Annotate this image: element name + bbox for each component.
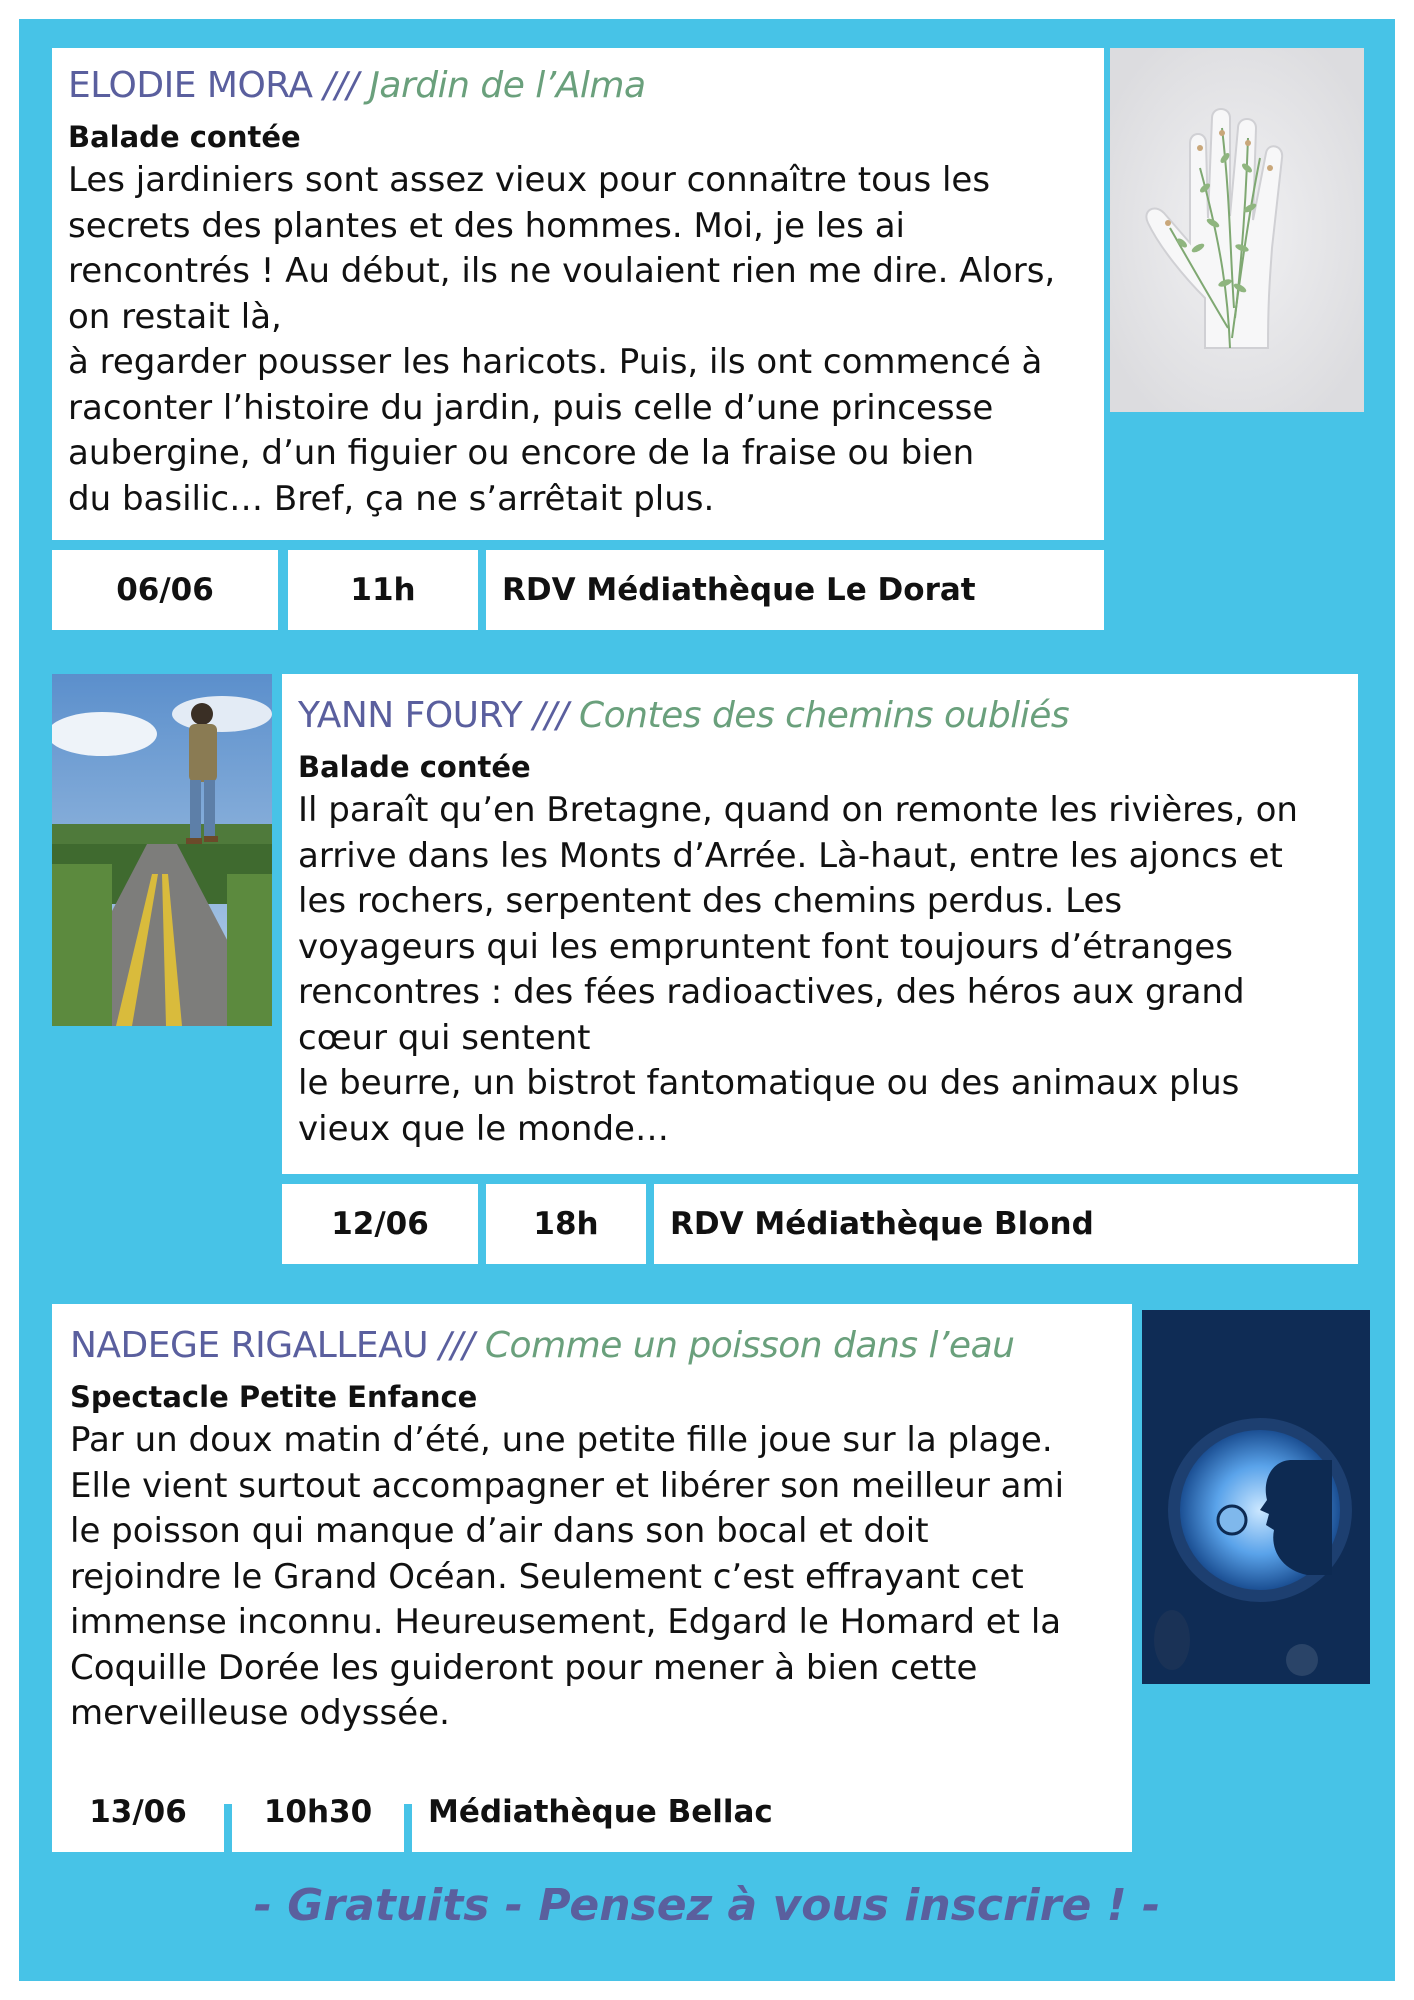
description-line: Coquille Dorée les guideront pour mener à bien cette [70, 1647, 978, 1688]
description-line: raconter l’histoire du jardin, puis celle d’une princesse [68, 387, 994, 428]
event-3-heading [70, 1326, 1014, 1366]
description-line: voyageurs qui les empruntent font toujours d’étranges [298, 926, 1233, 967]
event-1-date: 06/06 [52, 550, 278, 630]
description-line: vieux que le monde… [298, 1108, 669, 1149]
description-line: Elle vient surtout accompagner et libérer son meilleur ami [70, 1465, 1065, 1506]
description-line: le beurre, un bistrot fantomatique ou des animaux plus [298, 1063, 1240, 1103]
event-2-heading [298, 696, 1069, 736]
description-line: immense inconnu. Heureusement, Edgard le Homard et la [70, 1602, 1062, 1642]
description-line: le poisson qui manque d’air dans son bocal et doit [70, 1511, 929, 1551]
event-2-description [298, 788, 1298, 1152]
show-title: Contes des chemins oubliés [579, 695, 1070, 736]
description-line: merveilleuse odyssée. [70, 1693, 450, 1733]
hand-with-plant-illustration [1110, 48, 1364, 412]
description-line: Les jardiniers sont assez vieux pour connaître tous les [68, 160, 991, 200]
description-line: rejoindre le Grand Océan. Seulement c’est effrayant cet [70, 1556, 1024, 1597]
description-line: aubergine, d’un figuier ou encore de la fraise ou bien [68, 433, 975, 473]
show-title: Jardin de l’Alma [369, 65, 646, 106]
heading-separator: /// [439, 1325, 474, 1366]
heading-separator: /// [323, 65, 359, 106]
description-line: cœur qui sentent [298, 1017, 591, 1058]
description-line: du basilic… Bref, ça ne s’arrêtait plus. [68, 478, 715, 519]
description-line: rencontres : des fées radioactives, des héros aux grand [298, 972, 1245, 1012]
description-line: Par un doux matin d’été, une petite fille joue sur la plage. [70, 1420, 1053, 1460]
event-3-time: 10h30 [232, 1772, 404, 1852]
description-line: à regarder pousser les haricots. Puis, ils ont commencé à [68, 342, 1043, 382]
event-1-kind: Balade contée [68, 120, 301, 154]
description-line: rencontrés ! Au début, ils ne voulaient rien me dire. Alors, [68, 251, 1056, 291]
description-line: les rochers, serpentent des chemins perdus. Les [298, 881, 1123, 921]
event-1-time: 11h [288, 550, 478, 630]
event-2-date: 12/06 [282, 1184, 478, 1264]
event-1-heading [68, 66, 646, 106]
description-line: on restait là, [68, 296, 282, 337]
event-1-place: RDV Médiathèque Le Dorat [486, 550, 1104, 630]
performer-name: NADEGE RIGALLEAU [70, 1325, 429, 1366]
event-1-description [68, 158, 1055, 522]
event-3-description [70, 1418, 1064, 1737]
description-line: arrive dans les Monts d’Arrée. Là-haut, entre les ajoncs et [298, 835, 1283, 876]
event-3-kind: Spectacle Petite Enfance [70, 1380, 478, 1414]
porthole-silhouette-photo [1142, 1310, 1370, 1684]
event-2-kind: Balade contée [298, 750, 531, 784]
heading-separator: /// [533, 695, 569, 736]
performer-name: ELODIE MORA [68, 65, 313, 106]
description-line: secrets des plantes et des hommes. Moi, je les ai [68, 205, 905, 246]
performer-name: YANN FOURY [298, 695, 523, 736]
event-3-date: 13/06 [52, 1772, 224, 1852]
event-3-place: Médiathèque Bellac [412, 1772, 1132, 1852]
event-2-place: RDV Médiathèque Blond [654, 1184, 1358, 1264]
description-line: Il paraît qu’en Bretagne, quand on remonte les rivières, on [298, 790, 1298, 830]
footer-note: - Gratuits - Pensez à vous inscrire ! - [253, 1880, 1161, 1931]
show-title: Comme un poisson dans l’eau [484, 1325, 1015, 1366]
event-2-time: 18h [486, 1184, 646, 1264]
man-walking-on-road-photo [52, 674, 272, 1026]
